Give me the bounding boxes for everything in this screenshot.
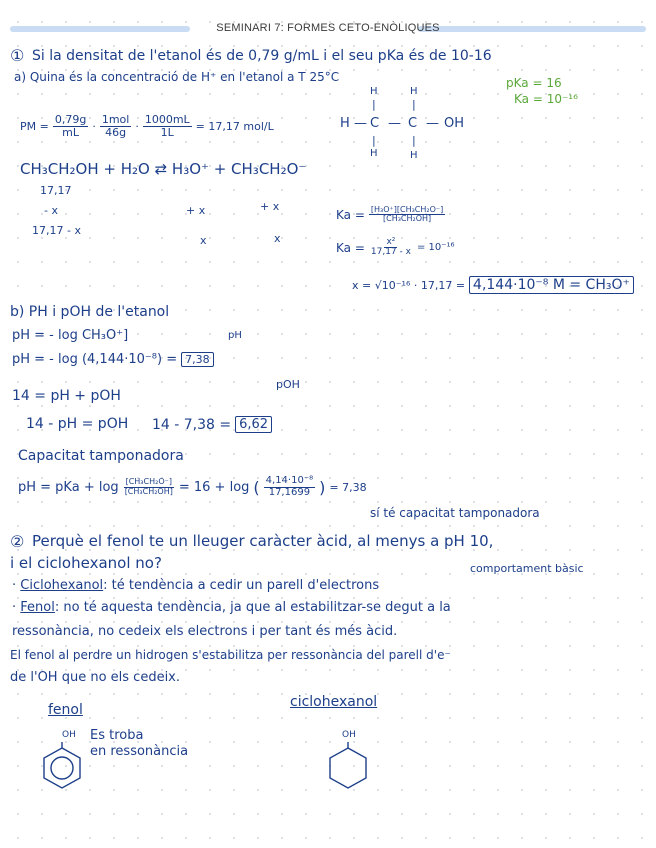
ph-calc: pH = - log (4,144·10⁻⁸) = [12,352,178,367]
question-1-number: ① [10,46,25,65]
structure-oh: OH [444,116,465,131]
ice-change-right: + x [260,200,280,213]
question-2-annotation: comportament bàsic [470,562,584,575]
ph-line-2 [12,352,214,367]
question-1-statement: Si la densitat de l'etanol és de 0,79 g/mL i el seu pKa és de 10-16 [32,48,492,64]
given-ka: Ka = 10⁻¹⁶ [514,92,578,106]
conv-f2-num: 1mol [101,113,130,126]
buffer-log-den: 17,1699 [268,486,311,498]
cyclohexane-ring-icon [326,742,370,792]
ionization-reaction: CH₃CH₂OH + H₂O ⇄ H₃O⁺ + CH₃CH₂O⁻ [20,160,307,178]
ka-label: Ka = [336,207,365,222]
ice-eq-left: 17,17 - x [32,224,81,237]
bullet-fenol: · Fenol: no té aquesta tendència, ja que al estabilitzar-se degut a la [12,600,451,615]
fenol-label: fenol [48,702,83,718]
conv-f2-den: 46g [105,125,127,139]
conv-f3-num: 1000mL [144,113,190,126]
poh-line-2: 14 - pH = pOH [26,416,129,432]
ka2-den: 17,17 - x [370,247,411,258]
structure-h-top-right: H [410,86,418,97]
conv-f1-den: mL [62,125,79,139]
buffer-result: = 7,38 [329,480,367,494]
bullet-ciclohexanol: · Ciclohexanol: té tendència a cedir un parell d'electrons [12,578,380,593]
molarity-conversion: PM = $\frac{0,79g}{mL}$ · $\frac{\text{1mol}}{46g}$ · $\frac{1000mL}{1L}$ = 17,17 mol/L [20,113,274,139]
poh-value: 6,62 [235,416,272,433]
buffer-frac-den: [CH₃CH₂OH] [124,486,173,496]
structure-h-bottom-left: H [370,148,378,159]
conv-f1-num: 0,79g [54,113,87,126]
poh-calc-row [152,416,272,433]
ka2-label: Ka = [336,240,365,255]
ka-expression [336,206,445,224]
ethanol-structure: H H | | H — C — C — OH | | H H [340,86,465,161]
poh-tag: pOH [276,378,300,391]
benzene-ring-icon [40,742,84,792]
question-2-line-2: i el ciclohexanol no? [10,554,162,572]
question-2-line-1: Perquè el fenol te un lleuger caràcter àcid, al menys a pH 10, [32,532,494,550]
poh-calc: 14 - 7,38 = [152,416,232,433]
buffer-mid: = 16 + log [178,479,250,495]
question-2-number: ② [10,532,25,551]
fenol-note-2: en ressonància [90,744,189,759]
x-solution [352,276,634,294]
structure-c2: C [408,116,418,131]
ka2-rhs: = 10⁻¹⁶ [416,242,455,254]
ph-tag: pH [228,330,242,341]
ka-num: [H₃O⁺][CH₃CH₂O⁻] [370,205,444,214]
fenol-note-1: Es troba [90,728,144,743]
ice-change-mid: + x [186,204,206,217]
fenol-oh: OH [62,730,76,740]
ka-den: [CH₃CH₂OH] [382,214,432,224]
bullet-1-text: : té tendència a cedir un parell d'electrons [103,578,380,593]
bullet-2-label: Fenol [20,600,55,615]
ice-change-left: - x [44,204,58,217]
buffer-equation: pH = pKa + log $\frac{\text{[CH₃CH₂O⁻]}}{\text{[CH₃CH₂OH]}}$ = 16 + log ( $\frac{\text{4,14·10⁻⁸}}{17,1699}$ ) = 7,38 [18,475,367,498]
ka-substituted [336,238,455,258]
question-1-part-a: a) Quina és la concentració de H⁺ en l'etanol a T 25°C [14,70,340,84]
bullet-1-label: Ciclohexanol [20,578,104,593]
buffer-note: sí té capacitat tamponadora [370,506,540,520]
explanation-line-2: de l'OH que no els cedeix. [10,670,181,685]
ka2-num: x² [386,237,396,247]
structure-h-top-left: H [370,86,378,97]
ice-eq-right: x [274,232,281,245]
page-title: SEMINARI 7: FORMES CETO-ENÒLIQUES [216,22,440,34]
ciclohexanol-oh: OH [342,730,356,740]
explanation-line-1: El fenol al perdre un hidrogen s'estabilitza per ressonància del parell d'e⁻ [10,648,451,662]
conv-result: = 17,17 mol/L [195,119,274,133]
ciclohexanol-label: ciclohexanol [290,694,378,710]
buffer-title: Capacitat tamponadora [18,448,184,464]
x-result: 4,144·10⁻⁸ M = CH₃O⁺ [469,276,634,294]
given-pka: pKa = 16 [506,76,562,90]
ph-value: 7,38 [181,352,214,367]
buffer-lhs: pH = pKa + log [18,479,119,495]
buffer-frac-num: [CH₃CH₂O⁻] [125,477,172,487]
ice-eq-mid: x [200,234,207,247]
ph-line-1: pH = - log CH₃O⁺] [12,328,129,343]
conv-f3-den: 1L [160,125,174,139]
ice-initial: 17,17 [40,184,72,197]
bullet-2-text: : no té aquesta tendència, ja que al estabilitzar-se degut a la [54,600,451,615]
poh-line-1: 14 = pH + pOH [12,388,121,404]
part-b-title: b) PH i pOH de l'etanol [10,304,170,320]
structure-c1: C [370,116,380,131]
structure-h-bottom-right: H [410,150,418,161]
bullet-fenol-cont: ressonància, no cedeix els electrons i per tant és més àcid. [12,624,398,639]
x-expression: x = √10⁻¹⁶ · 17,17 = [352,278,466,292]
structure-h-left: H [340,116,350,131]
buffer-log-num: 4,14·10⁻⁸ [265,475,314,486]
